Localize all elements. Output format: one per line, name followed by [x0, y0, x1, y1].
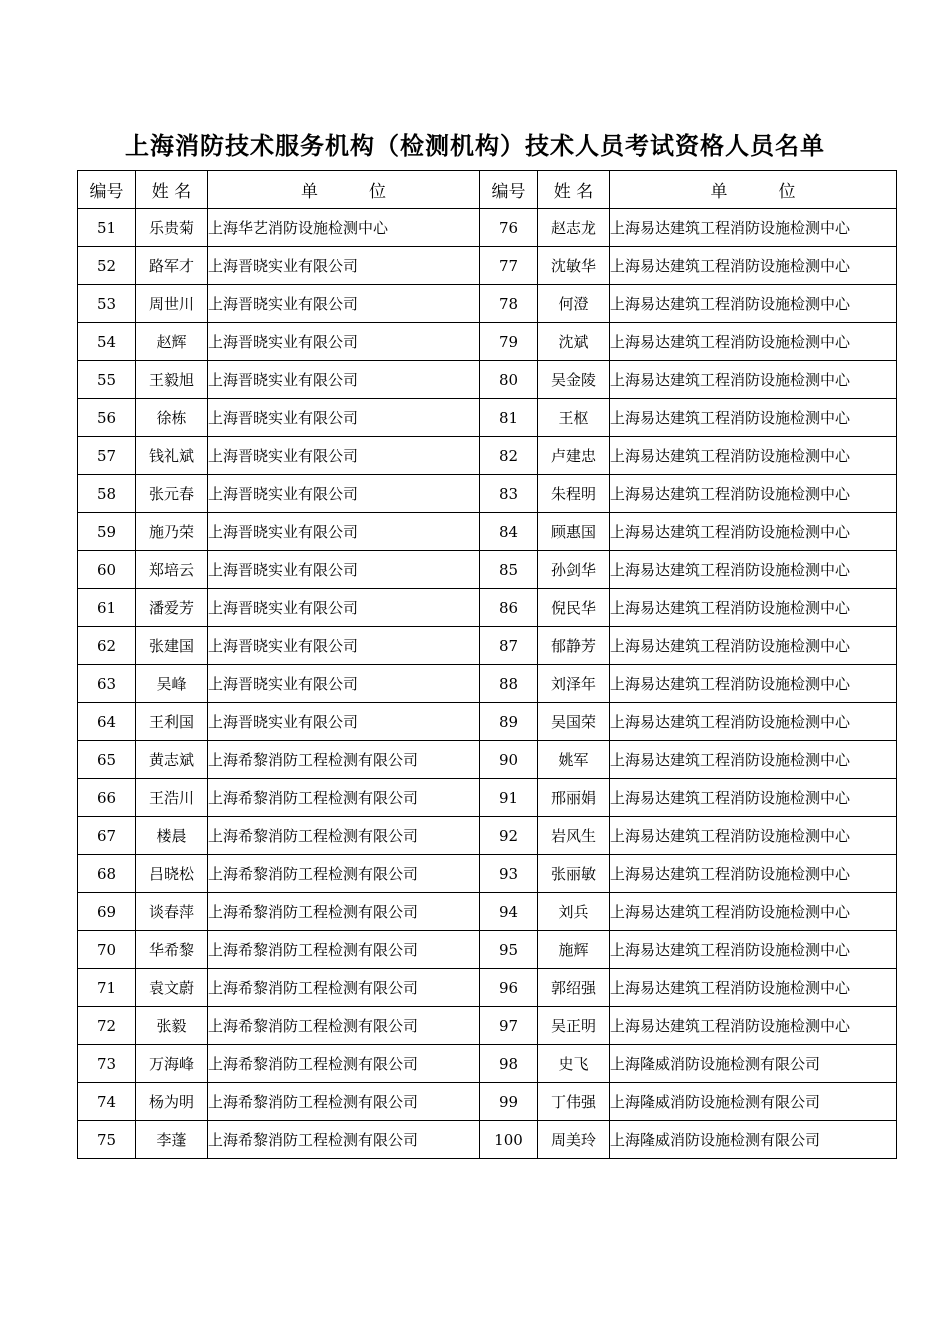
cell-unit-left: 上海晋晓实业有限公司 — [208, 513, 480, 551]
cell-name-left: 潘爱芳 — [136, 589, 208, 627]
cell-unit-left: 上海晋晓实业有限公司 — [208, 247, 480, 285]
cell-unit-right: 上海易达建筑工程消防设施检测中心 — [610, 475, 897, 513]
cell-unit-right: 上海易达建筑工程消防设施检测中心 — [610, 513, 897, 551]
cell-name-right: 郭绍强 — [538, 969, 610, 1007]
cell-name-left: 施乃荣 — [136, 513, 208, 551]
cell-number-left: 67 — [78, 817, 136, 855]
cell-number-right: 87 — [480, 627, 538, 665]
cell-number-right: 98 — [480, 1045, 538, 1083]
cell-name-right: 施辉 — [538, 931, 610, 969]
cell-name-right: 郁静芳 — [538, 627, 610, 665]
cell-name-right: 姚军 — [538, 741, 610, 779]
cell-unit-right: 上海易达建筑工程消防设施检测中心 — [610, 589, 897, 627]
cell-name-left: 乐贵菊 — [136, 209, 208, 247]
cell-number-left: 66 — [78, 779, 136, 817]
cell-number-right: 94 — [480, 893, 538, 931]
cell-unit-right: 上海易达建筑工程消防设施检测中心 — [610, 703, 897, 741]
cell-name-right: 沈斌 — [538, 323, 610, 361]
cell-name-left: 王毅旭 — [136, 361, 208, 399]
cell-name-right: 岩风生 — [538, 817, 610, 855]
table-header-row — [78, 171, 897, 209]
table-row — [78, 1121, 897, 1159]
cell-unit-left: 上海希黎消防工程检测有限公司 — [208, 1007, 480, 1045]
cell-number-left: 69 — [78, 893, 136, 931]
cell-name-left: 黄志斌 — [136, 741, 208, 779]
cell-name-left: 张建国 — [136, 627, 208, 665]
cell-unit-right: 上海易达建筑工程消防设施检测中心 — [610, 627, 897, 665]
cell-name-left: 钱礼斌 — [136, 437, 208, 475]
table-row — [78, 247, 897, 285]
cell-unit-right: 上海易达建筑工程消防设施检测中心 — [610, 323, 897, 361]
cell-number-left: 65 — [78, 741, 136, 779]
cell-name-left: 万海峰 — [136, 1045, 208, 1083]
cell-name-left: 赵辉 — [136, 323, 208, 361]
cell-unit-left: 上海希黎消防工程检测有限公司 — [208, 969, 480, 1007]
cell-name-left: 徐栋 — [136, 399, 208, 437]
cell-number-left: 58 — [78, 475, 136, 513]
table-row — [78, 1083, 897, 1121]
cell-number-right: 84 — [480, 513, 538, 551]
cell-number-right: 93 — [480, 855, 538, 893]
cell-name-left: 张毅 — [136, 1007, 208, 1045]
cell-unit-left: 上海希黎消防工程检测有限公司 — [208, 779, 480, 817]
cell-number-left: 53 — [78, 285, 136, 323]
cell-number-left: 52 — [78, 247, 136, 285]
cell-number-right: 77 — [480, 247, 538, 285]
cell-unit-right: 上海隆威消防设施检测有限公司 — [610, 1083, 897, 1121]
table-row — [78, 513, 897, 551]
cell-unit-right: 上海隆威消防设施检测有限公司 — [610, 1121, 897, 1159]
cell-unit-left: 上海希黎消防工程检测有限公司 — [208, 817, 480, 855]
cell-number-left: 56 — [78, 399, 136, 437]
cell-name-right: 刘兵 — [538, 893, 610, 931]
cell-name-right: 赵志龙 — [538, 209, 610, 247]
cell-name-left: 楼晨 — [136, 817, 208, 855]
table-row — [78, 665, 897, 703]
cell-number-left: 59 — [78, 513, 136, 551]
cell-name-right: 史飞 — [538, 1045, 610, 1083]
cell-number-left: 72 — [78, 1007, 136, 1045]
cell-name-right: 孙剑华 — [538, 551, 610, 589]
table-row — [78, 703, 897, 741]
cell-number-left: 57 — [78, 437, 136, 475]
table-row — [78, 1045, 897, 1083]
cell-unit-right: 上海易达建筑工程消防设施检测中心 — [610, 361, 897, 399]
cell-unit-right: 上海隆威消防设施检测有限公司 — [610, 1045, 897, 1083]
table-row — [78, 817, 897, 855]
cell-name-right: 顾惠国 — [538, 513, 610, 551]
cell-unit-right: 上海易达建筑工程消防设施检测中心 — [610, 817, 897, 855]
table-row — [78, 893, 897, 931]
cell-unit-right: 上海易达建筑工程消防设施检测中心 — [610, 855, 897, 893]
table-row — [78, 627, 897, 665]
cell-number-right: 82 — [480, 437, 538, 475]
cell-unit-right: 上海易达建筑工程消防设施检测中心 — [610, 437, 897, 475]
cell-number-right: 79 — [480, 323, 538, 361]
cell-unit-left: 上海希黎消防工程检测有限公司 — [208, 855, 480, 893]
cell-number-left: 54 — [78, 323, 136, 361]
cell-name-right: 吴正明 — [538, 1007, 610, 1045]
cell-unit-right: 上海易达建筑工程消防设施检测中心 — [610, 665, 897, 703]
cell-name-left: 吕晓松 — [136, 855, 208, 893]
cell-number-left: 63 — [78, 665, 136, 703]
cell-unit-left: 上海晋晓实业有限公司 — [208, 475, 480, 513]
cell-unit-right: 上海易达建筑工程消防设施检测中心 — [610, 931, 897, 969]
table-row — [78, 285, 897, 323]
cell-number-left: 74 — [78, 1083, 136, 1121]
cell-name-right: 何澄 — [538, 285, 610, 323]
cell-number-left: 60 — [78, 551, 136, 589]
cell-number-right: 78 — [480, 285, 538, 323]
table-row — [78, 1007, 897, 1045]
cell-name-right: 张丽敏 — [538, 855, 610, 893]
cell-number-left: 70 — [78, 931, 136, 969]
cell-unit-left: 上海晋晓实业有限公司 — [208, 627, 480, 665]
table-row — [78, 399, 897, 437]
cell-unit-left: 上海晋晓实业有限公司 — [208, 665, 480, 703]
cell-number-right: 89 — [480, 703, 538, 741]
cell-name-left: 王浩川 — [136, 779, 208, 817]
cell-unit-left: 上海晋晓实业有限公司 — [208, 551, 480, 589]
table-row — [78, 779, 897, 817]
table-row — [78, 361, 897, 399]
cell-name-left: 郑培云 — [136, 551, 208, 589]
cell-name-right: 王枢 — [538, 399, 610, 437]
cell-unit-left: 上海晋晓实业有限公司 — [208, 323, 480, 361]
cell-name-right: 周美玲 — [538, 1121, 610, 1159]
cell-unit-right: 上海易达建筑工程消防设施检测中心 — [610, 551, 897, 589]
cell-number-left: 73 — [78, 1045, 136, 1083]
cell-name-left: 周世川 — [136, 285, 208, 323]
cell-name-right: 沈敏华 — [538, 247, 610, 285]
table-row — [78, 437, 897, 475]
cell-unit-right: 上海易达建筑工程消防设施检测中心 — [610, 209, 897, 247]
cell-unit-right: 上海易达建筑工程消防设施检测中心 — [610, 893, 897, 931]
cell-number-left: 75 — [78, 1121, 136, 1159]
header-unit-left: 单 位 — [208, 171, 480, 209]
cell-unit-left: 上海希黎消防工程检测有限公司 — [208, 741, 480, 779]
table-row — [78, 969, 897, 1007]
cell-number-right: 91 — [480, 779, 538, 817]
cell-unit-right: 上海易达建筑工程消防设施检测中心 — [610, 741, 897, 779]
cell-name-left: 王利国 — [136, 703, 208, 741]
cell-number-right: 80 — [480, 361, 538, 399]
cell-unit-left: 上海希黎消防工程检测有限公司 — [208, 893, 480, 931]
cell-name-left: 谈春萍 — [136, 893, 208, 931]
cell-number-left: 51 — [78, 209, 136, 247]
table-row — [78, 551, 897, 589]
cell-unit-right: 上海易达建筑工程消防设施检测中心 — [610, 779, 897, 817]
cell-unit-left: 上海华艺消防设施检测中心 — [208, 209, 480, 247]
cell-unit-left: 上海希黎消防工程检测有限公司 — [208, 931, 480, 969]
cell-name-left: 杨为明 — [136, 1083, 208, 1121]
cell-unit-left: 上海晋晓实业有限公司 — [208, 437, 480, 475]
cell-unit-left: 上海希黎消防工程检测有限公司 — [208, 1083, 480, 1121]
cell-unit-right: 上海易达建筑工程消防设施检测中心 — [610, 285, 897, 323]
cell-number-right: 86 — [480, 589, 538, 627]
cell-name-right: 卢建忠 — [538, 437, 610, 475]
cell-unit-left: 上海希黎消防工程检测有限公司 — [208, 1121, 480, 1159]
cell-number-left: 55 — [78, 361, 136, 399]
cell-number-right: 100 — [480, 1121, 538, 1159]
cell-name-left: 张元春 — [136, 475, 208, 513]
cell-name-right: 丁伟强 — [538, 1083, 610, 1121]
cell-number-right: 88 — [480, 665, 538, 703]
cell-number-left: 71 — [78, 969, 136, 1007]
cell-number-right: 83 — [480, 475, 538, 513]
cell-number-right: 90 — [480, 741, 538, 779]
header-number-left: 编号 — [78, 171, 136, 209]
cell-number-left: 61 — [78, 589, 136, 627]
cell-name-right: 邢丽娟 — [538, 779, 610, 817]
cell-number-right: 97 — [480, 1007, 538, 1045]
cell-number-right: 81 — [480, 399, 538, 437]
table-row — [78, 855, 897, 893]
cell-unit-left: 上海晋晓实业有限公司 — [208, 399, 480, 437]
table-row — [78, 475, 897, 513]
cell-name-right: 吴金陵 — [538, 361, 610, 399]
cell-unit-right: 上海易达建筑工程消防设施检测中心 — [610, 969, 897, 1007]
cell-unit-left: 上海晋晓实业有限公司 — [208, 285, 480, 323]
cell-number-left: 62 — [78, 627, 136, 665]
cell-name-right: 倪民华 — [538, 589, 610, 627]
cell-number-right: 95 — [480, 931, 538, 969]
cell-number-right: 96 — [480, 969, 538, 1007]
roster-table — [77, 170, 897, 1159]
cell-unit-right: 上海易达建筑工程消防设施检测中心 — [610, 247, 897, 285]
cell-unit-left: 上海希黎消防工程检测有限公司 — [208, 1045, 480, 1083]
page-title: 上海消防技术服务机构（检测机构）技术人员考试资格人员名单 — [125, 132, 825, 160]
cell-name-left: 华希黎 — [136, 931, 208, 969]
cell-unit-left: 上海晋晓实业有限公司 — [208, 703, 480, 741]
cell-name-left: 袁文蔚 — [136, 969, 208, 1007]
header-name-right: 姓 名 — [538, 171, 610, 209]
header-name-left: 姓 名 — [136, 171, 208, 209]
cell-number-right: 85 — [480, 551, 538, 589]
cell-name-right: 朱程明 — [538, 475, 610, 513]
table-row — [78, 209, 897, 247]
cell-name-left: 路军才 — [136, 247, 208, 285]
cell-name-left: 李蓬 — [136, 1121, 208, 1159]
cell-number-right: 92 — [480, 817, 538, 855]
table-row — [78, 741, 897, 779]
cell-number-left: 68 — [78, 855, 136, 893]
cell-number-right: 76 — [480, 209, 538, 247]
cell-unit-right: 上海易达建筑工程消防设施检测中心 — [610, 1007, 897, 1045]
cell-unit-left: 上海晋晓实业有限公司 — [208, 361, 480, 399]
table-row — [78, 931, 897, 969]
cell-number-left: 64 — [78, 703, 136, 741]
roster-body — [78, 209, 897, 1159]
header-number-right: 编号 — [480, 171, 538, 209]
cell-name-left: 吴峰 — [136, 665, 208, 703]
cell-unit-right: 上海易达建筑工程消防设施检测中心 — [610, 399, 897, 437]
cell-name-right: 刘泽年 — [538, 665, 610, 703]
cell-name-right: 吴国荣 — [538, 703, 610, 741]
table-row — [78, 323, 897, 361]
cell-unit-left: 上海晋晓实业有限公司 — [208, 589, 480, 627]
table-row — [78, 589, 897, 627]
cell-number-right: 99 — [480, 1083, 538, 1121]
header-unit-right: 单 位 — [610, 171, 897, 209]
